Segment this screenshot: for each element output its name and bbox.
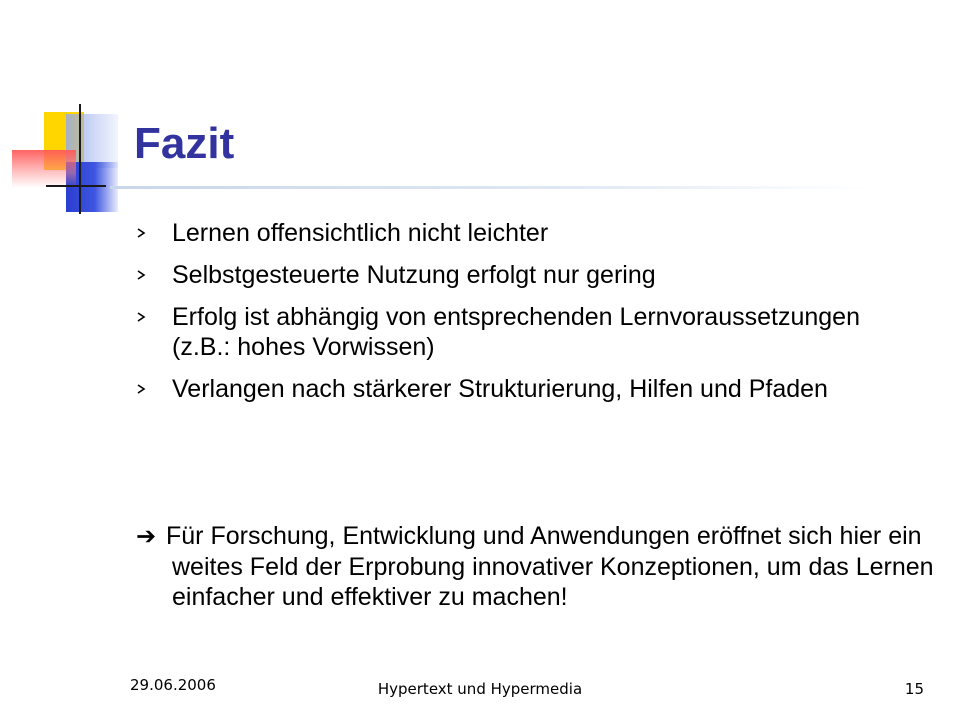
- chevron-right-icon: [136, 228, 146, 238]
- bullet-text: Verlangen nach stärkerer Strukturierung, Hilfen und Pfaden: [172, 375, 828, 403]
- slide-title: Fazit: [134, 119, 235, 168]
- red-gradient-bar: [12, 150, 76, 188]
- bullet-item: [136, 302, 906, 362]
- page-number: 15: [904, 680, 924, 698]
- bullet-item: [136, 260, 906, 290]
- horizontal-line: [46, 185, 106, 187]
- bullet-item: [136, 218, 906, 248]
- title-underline: [110, 186, 870, 189]
- conclusion-paragraph: [136, 521, 942, 612]
- chevron-right-icon: [136, 312, 146, 322]
- chevron-right-icon: [136, 270, 146, 280]
- arrow-right-icon: ➔: [136, 523, 157, 550]
- bullet-item: [136, 374, 906, 404]
- vertical-line: [79, 104, 81, 214]
- bullet-text: Erfolg ist abhängig von entsprechenden Lernvoraussetzungen (z.B.: hohes Vorwissen): [172, 303, 860, 361]
- bullet-list: [136, 218, 906, 416]
- footer-title: Hypertext und Hypermedia: [377, 680, 583, 698]
- conclusion-text: Für Forschung, Entwicklung und Anwendungen eröffnet sich hier ein weites Feld der Erprobung innovativer Konzeptionen, um das Lernen einfacher und effektiver zu machen!: [166, 522, 934, 611]
- footer-date: 29.06.2006: [130, 676, 216, 694]
- chevron-right-icon: [136, 384, 146, 394]
- bullet-text: Lernen offensichtlich nicht leichter: [172, 219, 549, 247]
- bullet-text: Selbstgesteuerte Nutzung erfolgt nur gering: [172, 261, 656, 289]
